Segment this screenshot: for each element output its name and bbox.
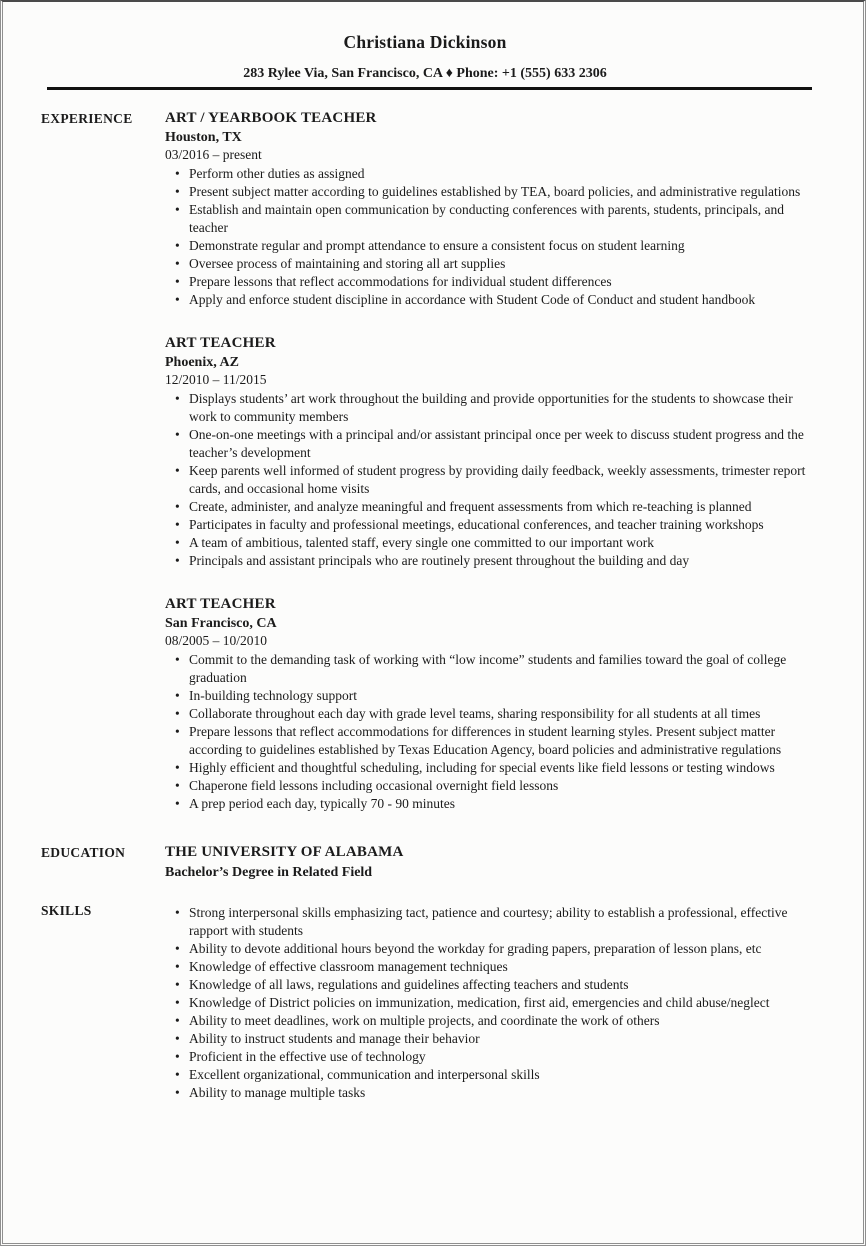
degree-name: Bachelor’s Degree in Related Field [165,865,373,880]
bullet-item: • Ability to meet deadlines, work on multiple projects, and coordinate the work of others [165,1012,809,1030]
bullet-item: • A team of ambitious, talented staff, every single one committed to our important work [165,534,809,552]
job-bullet-list [165,390,809,570]
skills-content [165,902,809,1102]
bullet-item: • Ability to instruct students and manage their behavior [165,1030,809,1048]
bullet-item: • Establish and maintain open communication by conducting conferences with parents, students, principals, and teacher [165,201,809,237]
bullet-item: • Create, administer, and analyze meaningful and frequent assessments from which re-teaching is planned [165,498,809,516]
bullet-item: • Ability to manage multiple tasks [165,1084,809,1102]
job-bullet-list [165,165,809,309]
bullet-item: • Apply and enforce student discipline in accordance with Student Code of Conduct and student handbook [165,291,809,309]
job-dates: 08/2005 – 10/2010 [165,633,268,648]
job-location: San Francisco, CA [165,616,277,631]
bullet-item: • Collaborate throughout each day with grade level teams, sharing responsibility for all students at all times [165,705,809,723]
bullet-item: • Strong interpersonal skills emphasizing tact, patience and courtesy; ability to establish a professional, effective rapport with students [165,904,809,940]
bullet-item: • Chaperone field lessons including occasional overnight field lessons [165,777,809,795]
contact-line: 283 Rylee Via, San Francisco, CA ♦ Phone: +1 (555) 633 2306 [243,66,607,81]
job-location: Phoenix, AZ [165,355,239,370]
section-label-skills: SKILLS [41,903,92,918]
bullet-item: • One-on-one meetings with a principal and/or assistant principal once per week to discuss student progress and the teacher’s development [165,426,809,462]
experience-content [165,110,809,813]
job-location: Houston, TX [165,130,242,145]
bullet-item: • Keep parents well informed of student progress by providing daily feedback, weekly assessments, trimester report cards, and occasional home visits [165,462,809,498]
candidate-name: Christiana Dickinson [343,32,507,52]
bullet-item: • Prepare lessons that reflect accommodations for individual student differences [165,273,809,291]
job-entry-3 [165,596,809,813]
skills-section [41,902,809,1102]
job-entry-2 [165,335,809,570]
bullet-item: • Knowledge of effective classroom management techniques [165,958,809,976]
job-title: ART / YEARBOOK TEACHER [165,110,377,126]
job-dates: 03/2016 – present [165,147,262,162]
bullet-item: • Principals and assistant principals who are routinely present throughout the building and day [165,552,809,570]
bullet-item: • Displays students’ art work throughout the building and provide opportunities for the students to showcase their work to community members [165,390,809,426]
experience-section [41,110,809,813]
bullet-item: • Demonstrate regular and prompt attendance to ensure a consistent focus on student learning [165,237,809,255]
school-name: THE UNIVERSITY OF ALABAMA [165,844,404,860]
bullet-item: • Oversee process of maintaining and storing all art supplies [165,255,809,273]
bullet-item: • Commit to the demanding task of working with “low income” students and families toward the goal of college graduation [165,651,809,687]
resume-header [41,32,809,82]
bullet-item: • Ability to devote additional hours beyond the workday for grading papers, preparation of lesson plans, etc [165,940,809,958]
skills-bullet-list [165,904,809,1102]
bullet-item: • Knowledge of all laws, regulations and guidelines affecting teachers and students [165,976,809,994]
bullet-item: • A prep period each day, typically 70 - 90 minutes [165,795,809,813]
bullet-item: • Knowledge of District policies on immunization, medication, first aid, emergencies and child abuse/neglect [165,994,809,1012]
bullet-item: • Prepare lessons that reflect accommodations for differences in student learning styles. Present subject matter according to guidelines established by Texas Education Agency, board policies and administrative regulations [165,723,809,759]
job-title: ART TEACHER [165,596,276,612]
bullet-item: • Present subject matter according to guidelines established by TEA, board policies, and administrative regulations [165,183,809,201]
bullet-item: • Participates in faculty and professional meetings, educational conferences, and teacher training workshops [165,516,809,534]
section-label-education: EDUCATION [41,845,126,860]
job-dates: 12/2010 – 11/2015 [165,372,267,387]
bullet-item: • Perform other duties as assigned [165,165,809,183]
education-content [165,844,809,881]
job-bullet-list [165,651,809,813]
bullet-item: • Highly efficient and thoughtful scheduling, including for special events like field lessons or testing windows [165,759,809,777]
job-entry-1 [165,110,809,309]
bullet-item: • In-building technology support [165,687,809,705]
job-title: ART TEACHER [165,335,276,351]
header-divider [47,87,812,90]
bullet-item: • Excellent organizational, communication and interpersonal skills [165,1066,809,1084]
bullet-item: • Proficient in the effective use of technology [165,1048,809,1066]
education-section [41,844,809,881]
section-label-experience: EXPERIENCE [41,111,133,126]
